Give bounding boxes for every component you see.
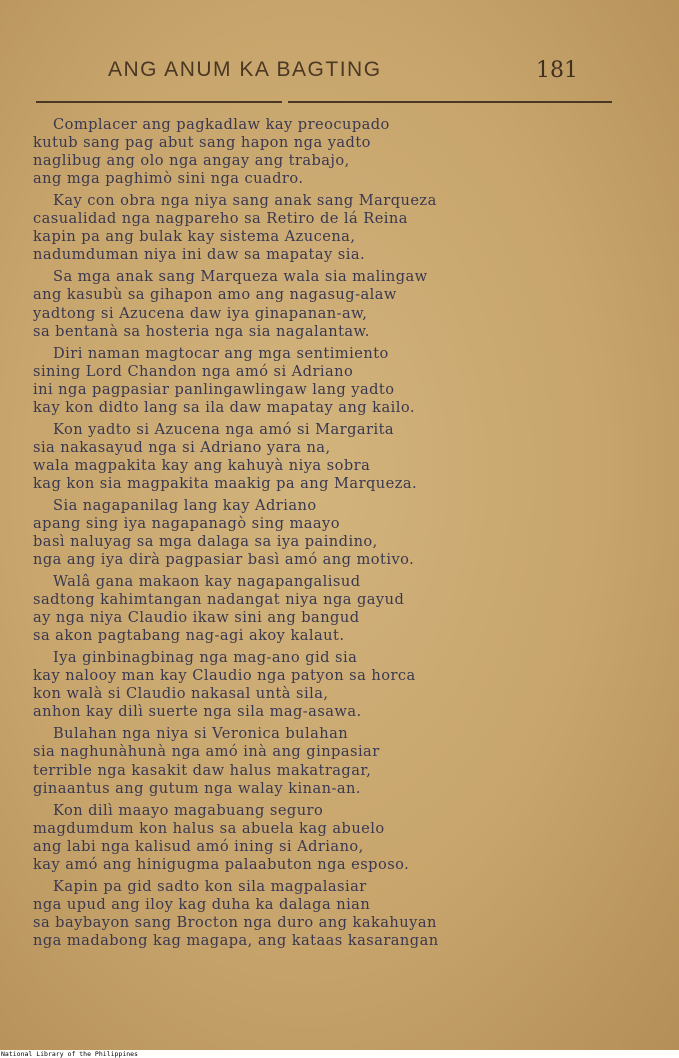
- verse-line: kutub sang pag abut sang hapon nga yadto: [33, 134, 371, 152]
- verse-line: sadtong kahimtangan nadangat niya nga gayud: [33, 591, 405, 609]
- stanza: [33, 497, 573, 569]
- verse-line: kag kon sia magpakita maakig pa ang Marqueza.: [33, 474, 418, 492]
- stanza: [33, 345, 573, 417]
- verse-line: ay nga niya Claudio ikaw sini ang bangud: [33, 609, 360, 627]
- verse-line: nga madabong kag magapa, ang kataas kasarangan: [33, 932, 439, 949]
- verse-line: sining Lord Chandon nga amó si Adriano: [33, 362, 354, 380]
- verse-line: basì naluyag sa mga dalaga sa iya paindino,: [33, 533, 378, 551]
- verse-line: sia naghunàhunà nga amó inà ang ginpasiar: [33, 743, 380, 761]
- stanza: [33, 878, 573, 950]
- running-title: ANG ANUM KA BAGTING: [108, 58, 382, 81]
- library-credit: National Library of the Philippines: [0, 1050, 679, 1058]
- verse-line: ang labi nga kalisud amó ining si Adriano,: [33, 837, 364, 855]
- stanza: [33, 268, 573, 340]
- verse-line: terrible nga kasakit daw halus makatragar,: [33, 761, 372, 779]
- verse-line: Kapin pa gid sadto kon sila magpalasiar: [53, 877, 367, 895]
- verse-line: Sia nagapanilag lang kay Adriano: [53, 496, 317, 514]
- verse-line: sia nakasayud nga si Adriano yara na,: [33, 438, 331, 456]
- verse-line: kay amó ang hinigugma palaabuton nga esposo.: [33, 855, 410, 873]
- page-header: [0, 58, 679, 92]
- stanza: [33, 649, 573, 721]
- verse-line: apang sing iya nagapanagò sing maayo: [33, 514, 340, 532]
- verse-line: Diri naman magtocar ang mga sentimiento: [53, 344, 389, 362]
- verse-line: Sa mga anak sang Marqueza wala sia malingaw: [53, 268, 428, 286]
- verse-line: Bulahan nga niya si Veronica bulahan: [53, 725, 349, 743]
- verse-line: ang kasubù sa gihapon amo ang nagasug-alaw: [33, 286, 397, 304]
- verse-line: sa baybayon sang Brocton nga duro ang kakahuyan: [33, 913, 437, 931]
- verse-line: kay kon didto lang sa ila daw mapatay ang kailo.: [33, 398, 415, 416]
- stanza: [33, 116, 573, 188]
- verse-line: nadumduman niya ini daw sa mapatay sia.: [33, 246, 366, 264]
- verse-line: Kon yadto si Azucena nga amó si Margarita: [53, 420, 395, 438]
- verse-line: anhon kay dilì suerte nga sila mag-asawa.: [33, 703, 362, 721]
- verse-line: naglibug ang olo nga angay ang trabajo,: [33, 152, 350, 170]
- verse-line: ginaantus ang gutum nga walay kinan-an.: [33, 779, 361, 797]
- stanza: [33, 573, 573, 645]
- verse-line: ang mga paghimò sini nga cuadro.: [33, 170, 304, 188]
- verse-line: kay nalooy man kay Claudio nga patyon sa horca: [33, 667, 416, 685]
- verse-line: kapin pa ang bulak kay sistema Azucena,: [33, 228, 356, 246]
- verse-line: Kay con obra nga niya sang anak sang Marqueza: [53, 192, 437, 210]
- verse-line: sa akon pagtabang nag-agi akoy kalaut.: [33, 627, 345, 645]
- verse-line: Iya ginbinagbinag nga mag-ano gid sia: [53, 649, 358, 667]
- verse-line: casualidad nga nagpareho sa Retiro de lá Reina: [33, 210, 408, 228]
- header-rule-left: [36, 101, 282, 103]
- verse-line: nga ang iya dirà pagpasiar basì amó ang motivo.: [33, 551, 415, 569]
- stanza: [33, 802, 573, 874]
- stanza: [33, 421, 573, 493]
- verse-line: nga upud ang iloy kag duha ka dalaga nian: [33, 895, 371, 913]
- verse-line: Walâ gana makaon kay nagapangalisud: [53, 573, 361, 591]
- poem-body: [33, 116, 573, 954]
- verse-line: ini nga pagpasiar panlingawlingaw lang yadto: [33, 380, 395, 398]
- verse-line: magdumdum kon halus sa abuela kag abuelo: [33, 819, 385, 837]
- verse-line: kon walà si Claudio nakasal untà sila,: [33, 685, 329, 703]
- verse-line: yadtong si Azucena daw iya ginapanan-aw,: [33, 304, 368, 322]
- stanza: [33, 192, 573, 264]
- verse-line: sa bentanà sa hosteria nga sia nagalantaw.: [33, 322, 370, 340]
- header-rule-right: [288, 101, 612, 103]
- stanza: [33, 725, 573, 797]
- verse-line: wala magpakita kay ang kahuyà niya sobra: [33, 456, 371, 474]
- verse-line: Complacer ang pagkadlaw kay preocupado: [53, 116, 390, 133]
- verse-line: Kon dilì maayo magabuang seguro: [53, 801, 324, 819]
- page-number: 181: [536, 58, 578, 83]
